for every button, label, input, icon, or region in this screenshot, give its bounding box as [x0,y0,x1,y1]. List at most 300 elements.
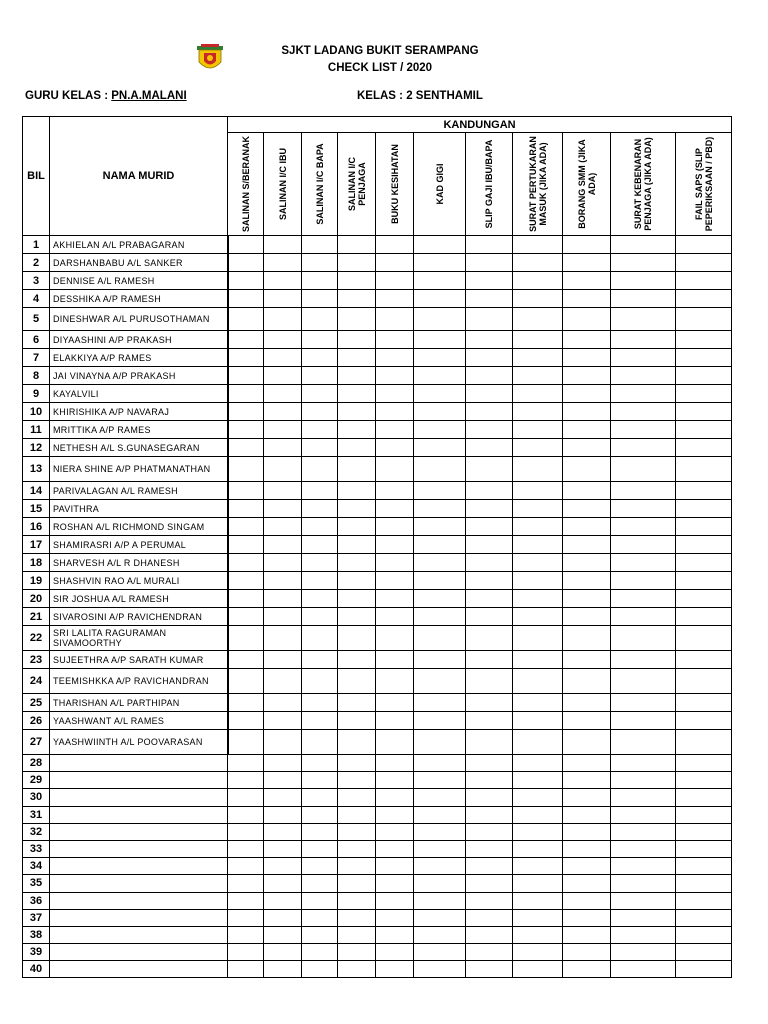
checklist-cell[interactable] [466,626,513,651]
checklist-cell[interactable] [676,385,732,403]
checklist-cell[interactable] [376,482,414,500]
checklist-cell[interactable] [611,840,676,857]
checklist-cell[interactable] [513,789,563,806]
checklist-cell[interactable] [676,875,732,892]
checklist-cell[interactable] [302,755,338,772]
checklist-cell[interactable] [338,439,376,457]
checklist-cell[interactable] [338,236,376,254]
checklist-cell[interactable] [376,755,414,772]
checklist-cell[interactable] [563,961,611,978]
checklist-cell[interactable] [414,806,466,823]
checklist-cell[interactable] [338,254,376,272]
checklist-cell[interactable] [466,858,513,875]
checklist-cell[interactable] [338,608,376,626]
checklist-cell[interactable] [376,806,414,823]
checklist-cell[interactable] [228,572,264,590]
checklist-cell[interactable] [611,482,676,500]
checklist-cell[interactable] [414,909,466,926]
checklist-cell[interactable] [466,308,513,331]
checklist-cell[interactable] [302,823,338,840]
checklist-cell[interactable] [228,730,264,755]
checklist-cell[interactable] [338,367,376,385]
checklist-cell[interactable] [513,909,563,926]
checklist-cell[interactable] [676,272,732,290]
checklist-cell[interactable] [513,755,563,772]
checklist-cell[interactable] [264,961,302,978]
checklist-cell[interactable] [611,926,676,943]
checklist-cell[interactable] [302,254,338,272]
checklist-cell[interactable] [228,875,264,892]
checklist-cell[interactable] [264,772,302,789]
checklist-cell[interactable] [414,572,466,590]
checklist-cell[interactable] [338,403,376,421]
checklist-cell[interactable] [376,694,414,712]
checklist-cell[interactable] [563,572,611,590]
checklist-cell[interactable] [338,272,376,290]
checklist-cell[interactable] [513,421,563,439]
checklist-cell[interactable] [228,331,264,349]
checklist-cell[interactable] [264,554,302,572]
checklist-cell[interactable] [414,457,466,482]
checklist-cell[interactable] [563,772,611,789]
checklist-cell[interactable] [513,823,563,840]
checklist-cell[interactable] [264,536,302,554]
checklist-cell[interactable] [414,789,466,806]
checklist-cell[interactable] [563,272,611,290]
checklist-cell[interactable] [513,806,563,823]
checklist-cell[interactable] [264,875,302,892]
checklist-cell[interactable] [676,439,732,457]
checklist-cell[interactable] [563,367,611,385]
checklist-cell[interactable] [676,909,732,926]
checklist-cell[interactable] [513,926,563,943]
checklist-cell[interactable] [264,730,302,755]
checklist-cell[interactable] [338,858,376,875]
checklist-cell[interactable] [264,909,302,926]
checklist-cell[interactable] [676,755,732,772]
checklist-cell[interactable] [513,349,563,367]
checklist-cell[interactable] [264,590,302,608]
checklist-cell[interactable] [414,858,466,875]
checklist-cell[interactable] [302,651,338,669]
checklist-cell[interactable] [676,308,732,331]
checklist-cell[interactable] [466,254,513,272]
checklist-cell[interactable] [228,500,264,518]
checklist-cell[interactable] [302,712,338,730]
checklist-cell[interactable] [611,789,676,806]
checklist-cell[interactable] [228,518,264,536]
checklist-cell[interactable] [563,840,611,857]
checklist-cell[interactable] [228,254,264,272]
checklist-cell[interactable] [338,457,376,482]
checklist-cell[interactable] [264,272,302,290]
checklist-cell[interactable] [228,840,264,857]
checklist-cell[interactable] [513,608,563,626]
checklist-cell[interactable] [513,590,563,608]
checklist-cell[interactable] [228,439,264,457]
checklist-cell[interactable] [466,572,513,590]
checklist-cell[interactable] [376,308,414,331]
checklist-cell[interactable] [414,349,466,367]
checklist-cell[interactable] [563,789,611,806]
checklist-cell[interactable] [563,254,611,272]
checklist-cell[interactable] [264,290,302,308]
checklist-cell[interactable] [513,694,563,712]
checklist-cell[interactable] [466,755,513,772]
checklist-cell[interactable] [611,823,676,840]
checklist-cell[interactable] [563,236,611,254]
checklist-cell[interactable] [228,909,264,926]
checklist-cell[interactable] [376,626,414,651]
checklist-cell[interactable] [513,457,563,482]
checklist-cell[interactable] [264,421,302,439]
checklist-cell[interactable] [338,421,376,439]
checklist-cell[interactable] [611,730,676,755]
checklist-cell[interactable] [302,806,338,823]
checklist-cell[interactable] [414,892,466,909]
checklist-cell[interactable] [228,626,264,651]
checklist-cell[interactable] [264,858,302,875]
checklist-cell[interactable] [466,926,513,943]
checklist-cell[interactable] [338,500,376,518]
checklist-cell[interactable] [338,590,376,608]
checklist-cell[interactable] [563,482,611,500]
checklist-cell[interactable] [264,236,302,254]
checklist-cell[interactable] [466,518,513,536]
checklist-cell[interactable] [513,518,563,536]
checklist-cell[interactable] [376,961,414,978]
checklist-cell[interactable] [676,712,732,730]
checklist-cell[interactable] [513,254,563,272]
checklist-cell[interactable] [414,669,466,694]
checklist-cell[interactable] [414,730,466,755]
checklist-cell[interactable] [376,823,414,840]
checklist-cell[interactable] [611,712,676,730]
checklist-cell[interactable] [414,554,466,572]
checklist-cell[interactable] [414,823,466,840]
checklist-cell[interactable] [466,331,513,349]
checklist-cell[interactable] [676,626,732,651]
checklist-cell[interactable] [228,349,264,367]
checklist-cell[interactable] [264,840,302,857]
checklist-cell[interactable] [302,421,338,439]
checklist-cell[interactable] [466,500,513,518]
checklist-cell[interactable] [563,944,611,961]
checklist-cell[interactable] [563,421,611,439]
checklist-cell[interactable] [563,626,611,651]
checklist-cell[interactable] [676,590,732,608]
checklist-cell[interactable] [513,554,563,572]
checklist-cell[interactable] [414,272,466,290]
checklist-cell[interactable] [338,482,376,500]
checklist-cell[interactable] [228,712,264,730]
checklist-cell[interactable] [563,457,611,482]
checklist-cell[interactable] [466,421,513,439]
checklist-cell[interactable] [338,331,376,349]
checklist-cell[interactable] [376,772,414,789]
checklist-cell[interactable] [513,272,563,290]
checklist-cell[interactable] [611,272,676,290]
checklist-cell[interactable] [676,823,732,840]
checklist-cell[interactable] [676,961,732,978]
checklist-cell[interactable] [414,926,466,943]
checklist-cell[interactable] [264,892,302,909]
checklist-cell[interactable] [338,772,376,789]
checklist-cell[interactable] [676,403,732,421]
checklist-cell[interactable] [466,590,513,608]
checklist-cell[interactable] [414,500,466,518]
checklist-cell[interactable] [228,669,264,694]
checklist-cell[interactable] [228,944,264,961]
checklist-cell[interactable] [563,308,611,331]
checklist-cell[interactable] [611,909,676,926]
checklist-cell[interactable] [302,626,338,651]
checklist-cell[interactable] [676,554,732,572]
checklist-cell[interactable] [466,772,513,789]
checklist-cell[interactable] [414,421,466,439]
checklist-cell[interactable] [302,926,338,943]
checklist-cell[interactable] [376,403,414,421]
checklist-cell[interactable] [466,385,513,403]
checklist-cell[interactable] [611,875,676,892]
checklist-cell[interactable] [376,439,414,457]
checklist-cell[interactable] [264,367,302,385]
checklist-cell[interactable] [376,909,414,926]
checklist-cell[interactable] [611,403,676,421]
checklist-cell[interactable] [264,385,302,403]
checklist-cell[interactable] [466,694,513,712]
checklist-cell[interactable] [228,457,264,482]
checklist-cell[interactable] [302,349,338,367]
checklist-cell[interactable] [466,236,513,254]
checklist-cell[interactable] [414,308,466,331]
checklist-cell[interactable] [376,789,414,806]
checklist-cell[interactable] [376,608,414,626]
checklist-cell[interactable] [563,500,611,518]
checklist-cell[interactable] [228,651,264,669]
checklist-cell[interactable] [264,694,302,712]
checklist-cell[interactable] [338,789,376,806]
checklist-cell[interactable] [376,669,414,694]
checklist-cell[interactable] [563,349,611,367]
checklist-cell[interactable] [676,730,732,755]
checklist-cell[interactable] [466,651,513,669]
checklist-cell[interactable] [563,926,611,943]
checklist-cell[interactable] [611,518,676,536]
checklist-cell[interactable] [376,840,414,857]
checklist-cell[interactable] [302,694,338,712]
checklist-cell[interactable] [264,482,302,500]
checklist-cell[interactable] [302,572,338,590]
checklist-cell[interactable] [466,536,513,554]
checklist-cell[interactable] [228,554,264,572]
checklist-cell[interactable] [228,755,264,772]
checklist-cell[interactable] [264,823,302,840]
checklist-cell[interactable] [228,926,264,943]
checklist-cell[interactable] [228,236,264,254]
checklist-cell[interactable] [376,892,414,909]
checklist-cell[interactable] [302,554,338,572]
checklist-cell[interactable] [513,290,563,308]
checklist-cell[interactable] [676,892,732,909]
checklist-cell[interactable] [264,806,302,823]
checklist-cell[interactable] [376,349,414,367]
checklist-cell[interactable] [302,439,338,457]
checklist-cell[interactable] [611,536,676,554]
checklist-cell[interactable] [376,367,414,385]
checklist-cell[interactable] [611,608,676,626]
checklist-cell[interactable] [513,840,563,857]
checklist-cell[interactable] [302,608,338,626]
checklist-cell[interactable] [466,961,513,978]
checklist-cell[interactable] [338,694,376,712]
checklist-cell[interactable] [414,840,466,857]
checklist-cell[interactable] [414,367,466,385]
checklist-cell[interactable] [414,439,466,457]
checklist-cell[interactable] [611,858,676,875]
checklist-cell[interactable] [338,823,376,840]
checklist-cell[interactable] [611,651,676,669]
checklist-cell[interactable] [414,875,466,892]
checklist-cell[interactable] [302,518,338,536]
checklist-cell[interactable] [338,961,376,978]
checklist-cell[interactable] [228,961,264,978]
checklist-cell[interactable] [264,572,302,590]
checklist-cell[interactable] [466,892,513,909]
checklist-cell[interactable] [513,875,563,892]
checklist-cell[interactable] [302,772,338,789]
checklist-cell[interactable] [513,892,563,909]
checklist-cell[interactable] [302,909,338,926]
checklist-cell[interactable] [513,651,563,669]
checklist-cell[interactable] [302,236,338,254]
checklist-cell[interactable] [676,421,732,439]
checklist-cell[interactable] [563,755,611,772]
checklist-cell[interactable] [302,482,338,500]
checklist-cell[interactable] [264,518,302,536]
checklist-cell[interactable] [228,290,264,308]
checklist-cell[interactable] [611,349,676,367]
checklist-cell[interactable] [563,608,611,626]
checklist-cell[interactable] [376,457,414,482]
checklist-cell[interactable] [302,457,338,482]
checklist-cell[interactable] [676,457,732,482]
checklist-cell[interactable] [676,651,732,669]
checklist-cell[interactable] [338,308,376,331]
checklist-cell[interactable] [513,331,563,349]
checklist-cell[interactable] [338,669,376,694]
checklist-cell[interactable] [466,272,513,290]
checklist-cell[interactable] [302,730,338,755]
checklist-cell[interactable] [676,806,732,823]
checklist-cell[interactable] [676,858,732,875]
checklist-cell[interactable] [611,236,676,254]
checklist-cell[interactable] [611,331,676,349]
checklist-cell[interactable] [611,590,676,608]
checklist-cell[interactable] [611,254,676,272]
checklist-cell[interactable] [338,536,376,554]
checklist-cell[interactable] [414,331,466,349]
checklist-cell[interactable] [513,961,563,978]
checklist-cell[interactable] [302,331,338,349]
checklist-cell[interactable] [228,308,264,331]
checklist-cell[interactable] [376,875,414,892]
checklist-cell[interactable] [338,892,376,909]
checklist-cell[interactable] [466,944,513,961]
checklist-cell[interactable] [376,385,414,403]
checklist-cell[interactable] [228,823,264,840]
checklist-cell[interactable] [676,349,732,367]
checklist-cell[interactable] [376,421,414,439]
checklist-cell[interactable] [611,367,676,385]
checklist-cell[interactable] [302,367,338,385]
checklist-cell[interactable] [513,500,563,518]
checklist-cell[interactable] [676,536,732,554]
checklist-cell[interactable] [676,789,732,806]
checklist-cell[interactable] [302,840,338,857]
checklist-cell[interactable] [563,536,611,554]
checklist-cell[interactable] [414,608,466,626]
checklist-cell[interactable] [466,457,513,482]
checklist-cell[interactable] [611,772,676,789]
checklist-cell[interactable] [513,944,563,961]
checklist-cell[interactable] [414,944,466,961]
checklist-cell[interactable] [228,421,264,439]
checklist-cell[interactable] [414,536,466,554]
checklist-cell[interactable] [611,308,676,331]
checklist-cell[interactable] [513,403,563,421]
checklist-cell[interactable] [563,331,611,349]
checklist-cell[interactable] [676,840,732,857]
checklist-cell[interactable] [228,694,264,712]
checklist-cell[interactable] [302,892,338,909]
checklist-cell[interactable] [376,254,414,272]
checklist-cell[interactable] [302,272,338,290]
checklist-cell[interactable] [414,651,466,669]
checklist-cell[interactable] [611,669,676,694]
checklist-cell[interactable] [338,651,376,669]
checklist-cell[interactable] [338,712,376,730]
checklist-cell[interactable] [228,789,264,806]
checklist-cell[interactable] [466,840,513,857]
checklist-cell[interactable] [302,858,338,875]
checklist-cell[interactable] [611,755,676,772]
checklist-cell[interactable] [376,331,414,349]
checklist-cell[interactable] [611,961,676,978]
checklist-cell[interactable] [338,944,376,961]
checklist-cell[interactable] [228,806,264,823]
checklist-cell[interactable] [264,926,302,943]
checklist-cell[interactable] [302,500,338,518]
checklist-cell[interactable] [264,789,302,806]
checklist-cell[interactable] [563,385,611,403]
checklist-cell[interactable] [676,254,732,272]
checklist-cell[interactable] [563,518,611,536]
checklist-cell[interactable] [563,806,611,823]
checklist-cell[interactable] [466,789,513,806]
checklist-cell[interactable] [302,385,338,403]
checklist-cell[interactable] [563,290,611,308]
checklist-cell[interactable] [676,500,732,518]
checklist-cell[interactable] [513,730,563,755]
checklist-cell[interactable] [676,331,732,349]
checklist-cell[interactable] [228,608,264,626]
checklist-cell[interactable] [563,590,611,608]
checklist-cell[interactable] [563,669,611,694]
checklist-cell[interactable] [228,536,264,554]
checklist-cell[interactable] [466,875,513,892]
checklist-cell[interactable] [414,385,466,403]
